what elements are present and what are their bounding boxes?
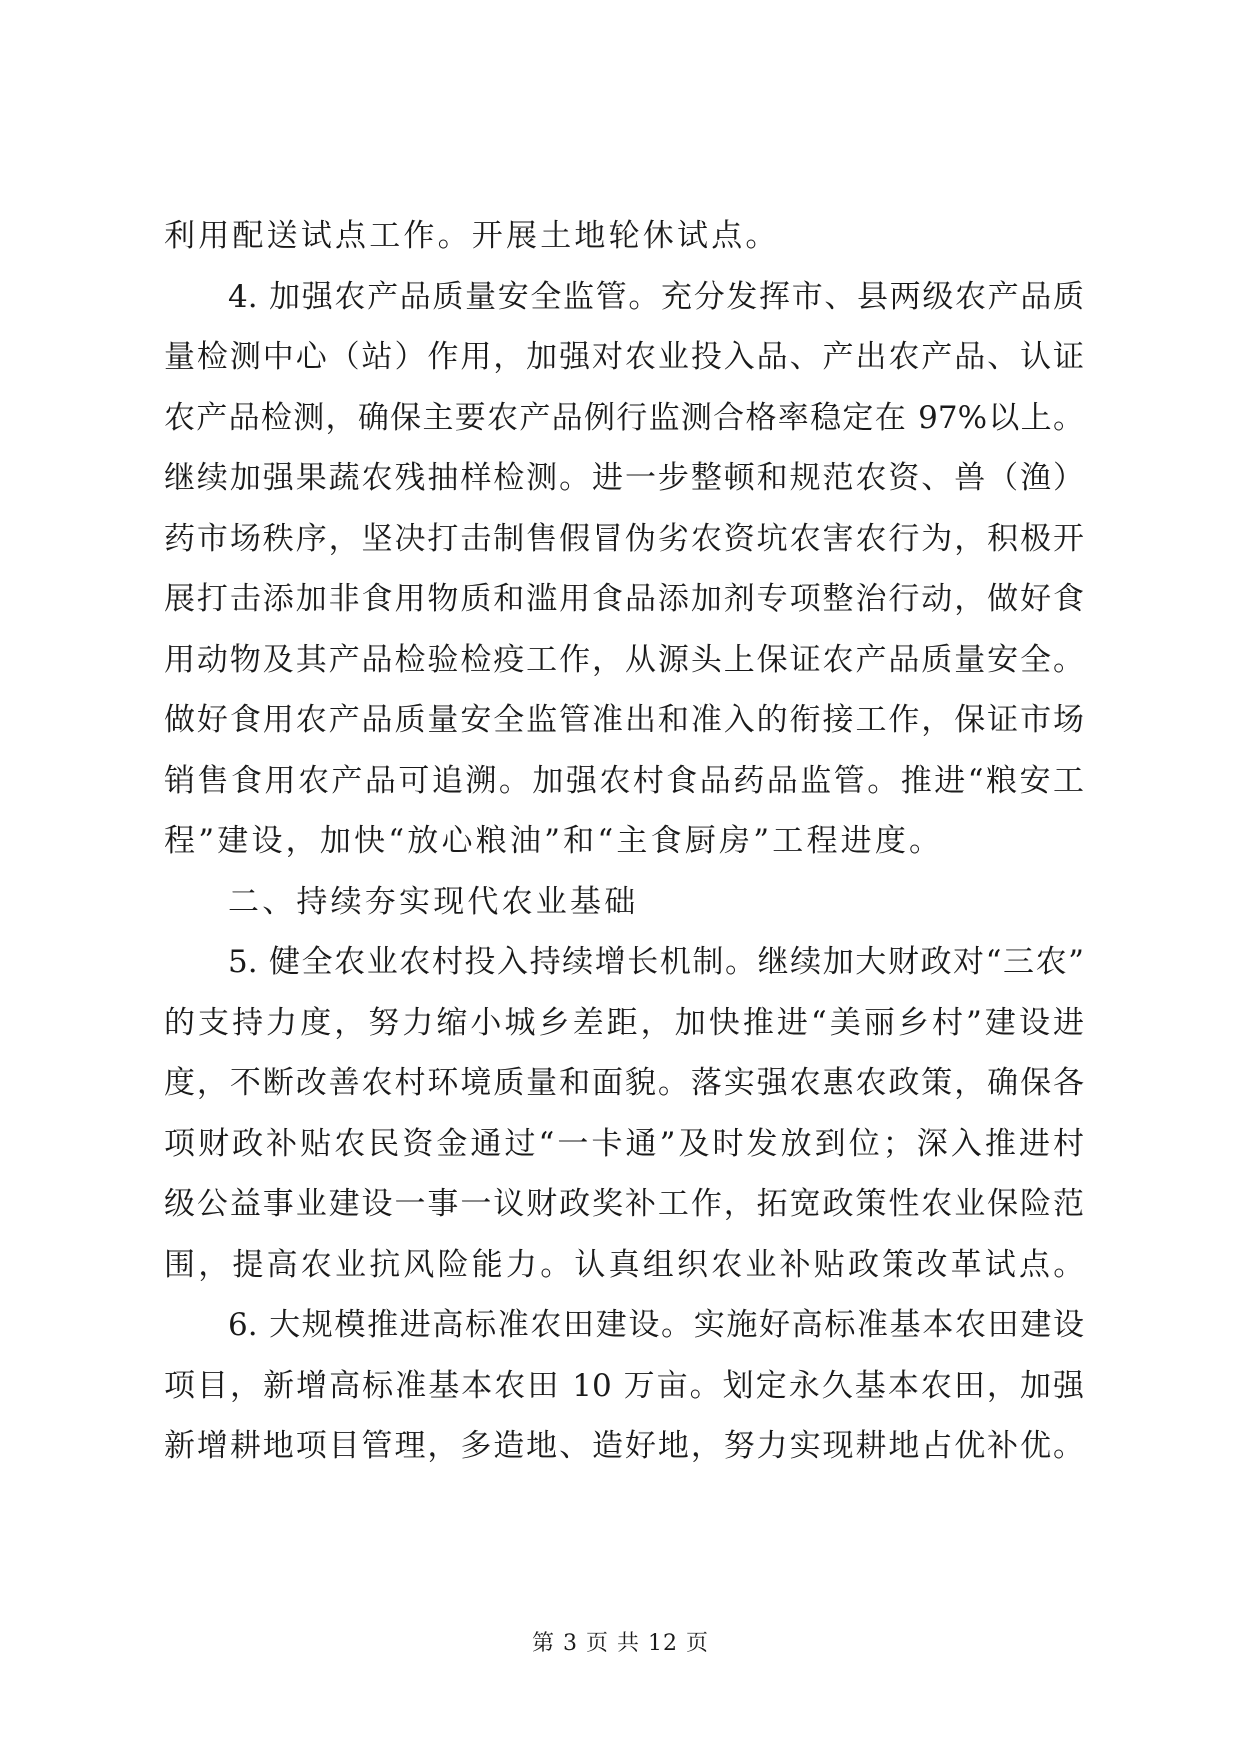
text-line: 农产品检测，确保主要农产品例行监测合格率稳定在 97%以上。 [164,399,1084,436]
text-line: 程”建设，加快“放心粮油”和“主食厨房”工程进度。 [164,823,944,859]
text-line: 新增耕地项目管理，多造地、造好地，努力实现耕地占优补优。 [164,1428,1084,1464]
page-number-footer: 第 3 页 共 12 页 [532,1631,709,1656]
text-line: 4. 加强农产品质量安全监管。充分发挥市、县两级农产品质 [228,278,1084,315]
section-heading: 二、持续夯实现代农业基础 [228,883,639,920]
text-line: 量检测中心（站）作用，加强对农业投入品、产出农产品、认证 [164,339,1084,375]
text-line: 销售食用农产品可追溯。加强农村食品药品监管。推进“粮安工 [164,762,1084,799]
text-line: 药市场秩序，坚决打击制售假冒伪劣农资坑农害农行为，积极开 [164,520,1084,557]
text-line: 级公益事业建设一事一议财政奖补工作，拓宽政策性农业保险范 [164,1186,1084,1222]
text-line: 用动物及其产品检验检疫工作，从源头上保证农产品质量安全。 [164,641,1084,678]
text-line: 展打击添加非食用物质和滥用食品添加剂专项整治行动，做好食 [164,581,1084,617]
text-line: 继续加强果蔬农残抽样检测。进一步整顿和规范农资、兽（渔） [164,460,1084,496]
text-line: 项财政补贴农民资金通过“一卡通”及时发放到位；深入推进村 [164,1125,1084,1162]
text-line: 度，不断改善农村环境质量和面貌。落实强农惠农政策，确保各 [164,1065,1084,1101]
text-line: 围，提高农业抗风险能力。认真组织农业补贴政策改革试点。 [164,1246,1088,1283]
text-line: 项目，新增高标准基本农田 10 万亩。划定永久基本农田，加强 [164,1367,1084,1404]
text-line: 的支持力度，努力缩小城乡差距，加快推进“美丽乡村”建设进 [164,1004,1084,1041]
text-line: 6. 大规模推进高标准农田建设。实施好高标准基本农田建设 [228,1307,1084,1343]
text-line: 利用配送试点工作。开展土地轮休试点。 [164,218,780,254]
text-line: 5. 健全农业农村投入持续增长机制。继续加大财政对“三农” [228,944,1084,980]
document-body [164,206,1088,1477]
text-line: 做好食用农产品质量安全监管准出和准入的衔接工作，保证市场 [164,702,1084,738]
